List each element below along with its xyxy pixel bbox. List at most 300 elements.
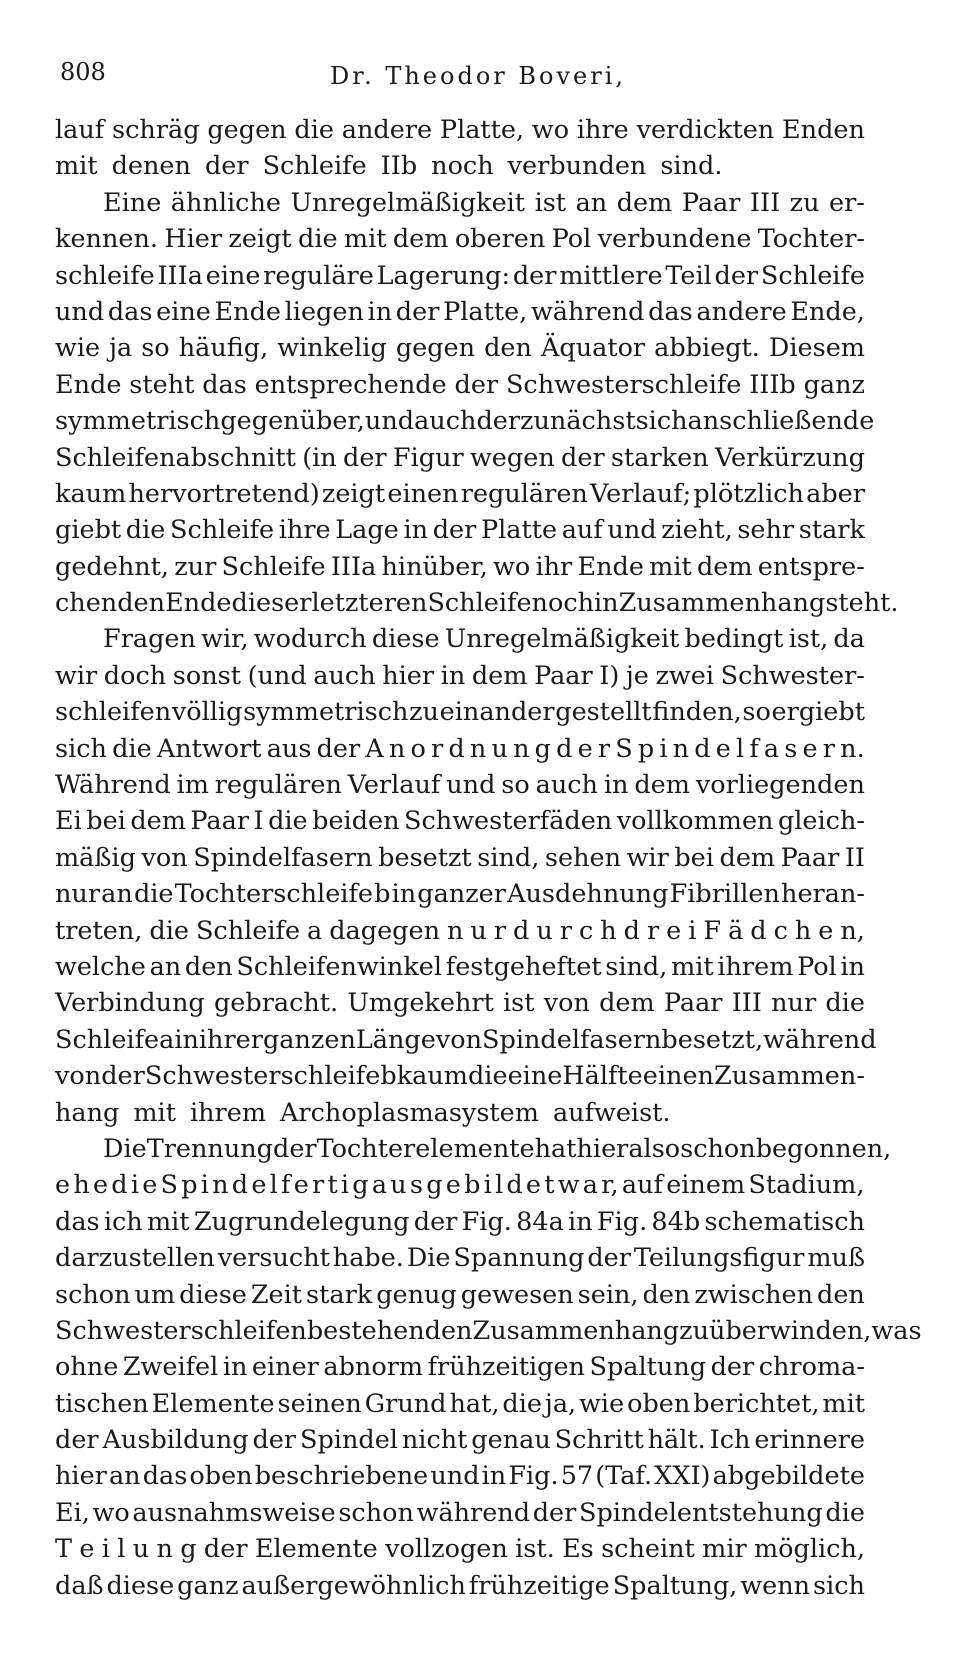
word: wie (55, 333, 101, 364)
word: um (134, 1279, 176, 1310)
word: ganzen (262, 1024, 356, 1055)
word: Paar (663, 988, 723, 1019)
word: n (469, 733, 487, 764)
word: dem (471, 660, 528, 691)
word: Elemente (151, 1388, 275, 1419)
word: d (513, 915, 530, 946)
word: habe. (332, 1243, 404, 1274)
word: ihrem (189, 1097, 267, 1128)
word: plötzlich (693, 478, 804, 509)
word: Verkürzung (714, 442, 865, 473)
word: II (844, 842, 865, 873)
word: starken (610, 442, 709, 473)
word: t (544, 1170, 555, 1201)
word: Schleife (427, 588, 532, 619)
word: mit (649, 551, 692, 582)
word: wir (626, 842, 669, 873)
word: e (577, 733, 593, 764)
word: Ende (55, 369, 122, 400)
word: an (575, 187, 608, 218)
word: a (159, 1024, 175, 1055)
word: Platte, (439, 115, 525, 145)
word: reguläre (263, 260, 374, 291)
word: Pol (797, 951, 837, 982)
word: bestehenden (306, 1315, 473, 1346)
word: Spannung (453, 1243, 585, 1274)
word: Eine (103, 187, 162, 218)
word: e (293, 1170, 309, 1201)
word: schon (680, 1133, 756, 1164)
word: ist, (788, 624, 829, 655)
word: schräg (112, 115, 200, 145)
text-line (55, 1349, 865, 1385)
word: vollkommen (616, 806, 774, 837)
word: Ende (214, 296, 281, 327)
word: gleich- (777, 806, 865, 837)
word: i (688, 915, 697, 946)
word: n, (840, 915, 865, 946)
word: kennen. (55, 224, 159, 255)
word: wo (493, 551, 531, 582)
word: ja (109, 333, 133, 364)
word: oberen (454, 224, 546, 255)
word: ja, (544, 1388, 577, 1419)
word: ganz (803, 369, 865, 400)
word: frühzeitigen (427, 1352, 585, 1383)
word: in (440, 660, 466, 691)
word: Teil (665, 260, 712, 291)
word: symmetrisch (243, 697, 409, 728)
word: verbundene (597, 224, 752, 255)
word: vorliegenden (695, 770, 865, 801)
word: die (133, 879, 174, 910)
word: Paar (190, 806, 250, 837)
word: der (395, 296, 440, 327)
word: oben (189, 1461, 253, 1492)
word: g (426, 1170, 443, 1201)
word: T (55, 1534, 73, 1565)
word: Schwesterschleife (505, 369, 742, 400)
word: einander (439, 697, 555, 728)
word: hat, (449, 1388, 500, 1419)
text-line (55, 185, 865, 221)
word: p (181, 1170, 198, 1201)
word: symmetrisch (55, 406, 221, 437)
word: der (273, 1133, 317, 1164)
word: n. (840, 733, 865, 764)
word: Es (562, 1534, 594, 1565)
word: mit (671, 951, 714, 982)
word: in (603, 770, 629, 801)
word: Ei (55, 806, 82, 837)
word: ä (728, 915, 744, 946)
word: von (141, 842, 188, 873)
word: völlig (171, 697, 243, 728)
text-line (55, 694, 865, 730)
word: I) (599, 660, 620, 691)
word: n (388, 733, 406, 764)
word: Schleife (760, 260, 865, 291)
word: u (132, 1534, 150, 1565)
word: h (73, 1170, 90, 1201)
word: r (493, 915, 507, 946)
word: Tochterelemente (316, 1133, 535, 1164)
word: dem (616, 187, 673, 218)
word: Lagerung: (376, 260, 511, 291)
word: Hälfte (562, 1061, 643, 1092)
word: chenden (55, 588, 166, 619)
word: beiden (312, 806, 400, 837)
word: eine (156, 296, 211, 327)
word: Schwesterschleife (144, 1061, 381, 1092)
word: seinen (277, 1388, 362, 1419)
word: Fig. (461, 1206, 512, 1237)
word: sonst (172, 660, 241, 691)
word: c (578, 915, 594, 946)
word: Zusammenhang (618, 588, 826, 619)
text-line (55, 585, 899, 621)
word: während (763, 1024, 877, 1055)
text-line (55, 549, 865, 585)
word: Lage (335, 515, 399, 546)
text-line (55, 1277, 865, 1313)
word: einer (251, 1352, 319, 1383)
word: (und (247, 660, 307, 691)
text-line (55, 1058, 865, 1094)
word: mittlere (559, 260, 663, 291)
word: 57 (560, 1461, 594, 1492)
word: gestellt (555, 697, 652, 728)
word: die (298, 224, 338, 255)
word: Fig. (508, 1461, 559, 1492)
word: XXI) (654, 1461, 711, 1492)
word: Schwesterschleifen (55, 1315, 307, 1346)
word: Zusammen- (714, 1061, 865, 1092)
word: Paar (534, 660, 593, 691)
text-line (55, 621, 865, 657)
word: häufig, (178, 333, 269, 364)
word: der (252, 1425, 297, 1456)
text-line (55, 440, 865, 476)
word: sind. (660, 151, 723, 182)
word: A (365, 733, 384, 764)
word: dem (392, 224, 449, 255)
text-line (55, 985, 865, 1021)
text-line (55, 1022, 877, 1058)
page-number: 808 (60, 58, 106, 86)
word: die (125, 515, 166, 546)
word: Länge (355, 1024, 436, 1055)
word: zwei (655, 660, 714, 691)
word: vollzogen (385, 1534, 508, 1565)
text-line (55, 1495, 865, 1531)
word: frühzeitige (468, 1570, 610, 1601)
text-line (55, 1095, 865, 1131)
word: und (364, 406, 415, 437)
word: die (502, 1388, 542, 1419)
text-line (55, 731, 865, 767)
word: steht. (825, 588, 899, 619)
text-line (55, 476, 865, 512)
word: der (476, 406, 521, 437)
word: d (750, 915, 767, 946)
word: Verbindung (55, 988, 205, 1019)
word: das (648, 296, 693, 327)
word: g (534, 733, 551, 764)
word: das (55, 1206, 100, 1237)
word: der (714, 260, 759, 291)
word: der (432, 515, 477, 546)
word: in (594, 588, 619, 619)
word: hat (534, 1133, 577, 1164)
word: Tochter- (757, 224, 865, 255)
word: Antwort (156, 733, 262, 764)
word: von (543, 988, 590, 1019)
word: ganzer (417, 879, 506, 910)
word: in (481, 1461, 507, 1492)
word: außergewöhnlich (241, 1570, 466, 1601)
word: von (435, 1024, 483, 1055)
word: nicht (401, 1425, 468, 1456)
word: Archoplasmasystem (280, 1097, 539, 1128)
word: h (794, 915, 812, 946)
word: ganz (177, 1570, 239, 1601)
word: e (142, 1170, 158, 1201)
word: überwinden, (709, 1315, 872, 1346)
word: versucht (217, 1243, 330, 1274)
word: aber (806, 478, 865, 509)
word: der (204, 151, 249, 182)
word: Ende, (790, 296, 865, 327)
word: 84a (516, 1206, 564, 1237)
word: anschließende (687, 406, 875, 437)
text-line (55, 1131, 892, 1167)
word: entspre- (757, 551, 865, 582)
word: ihre (278, 515, 331, 546)
word: auf (561, 515, 603, 546)
word: in (222, 1352, 248, 1383)
word: regulären (460, 478, 588, 509)
word: i (130, 1170, 139, 1201)
word: Während (55, 770, 171, 801)
word: die (825, 988, 865, 1019)
word: r (431, 733, 444, 764)
word: ergiebt (771, 697, 865, 728)
word: Zweifel (122, 1352, 219, 1383)
running-head: Dr. Theodor Boveri, (330, 62, 626, 90)
word: zu (789, 187, 820, 218)
word: S (615, 733, 633, 764)
word: den (642, 1279, 691, 1310)
word: e (445, 1170, 461, 1201)
word: Fibrillen (669, 879, 780, 910)
word: wo (531, 115, 570, 145)
word: a (763, 733, 780, 764)
word: möglich, (754, 1534, 865, 1565)
word: treten, (55, 915, 143, 946)
word: in (367, 296, 393, 327)
word: e (251, 1170, 267, 1201)
word: mit (343, 224, 387, 255)
word: Ende (165, 588, 232, 619)
word: i (200, 1170, 209, 1201)
word: sehr (737, 515, 795, 546)
word: an (101, 879, 133, 910)
word: o (410, 733, 426, 764)
word: abnorm (323, 1352, 424, 1383)
word: IIb (380, 151, 418, 182)
word: u (491, 733, 508, 764)
word: besetzt, (661, 1024, 764, 1055)
word: gewesen (460, 1279, 574, 1310)
word: stark (798, 515, 865, 546)
word: und (430, 1461, 480, 1492)
word: letzteren (311, 588, 428, 619)
text-line (55, 803, 865, 839)
word: der (532, 1497, 577, 1528)
word: u (390, 1170, 407, 1201)
word: hier (382, 660, 435, 691)
word: hervortretend) (128, 478, 320, 509)
word: so (501, 770, 530, 801)
word: t (327, 1170, 338, 1201)
word: wodurch (253, 624, 367, 655)
word: h (600, 915, 617, 946)
word: III (749, 187, 781, 218)
word: auch (313, 660, 376, 691)
word: ihrem (717, 951, 794, 982)
word: den (817, 1279, 865, 1310)
word: ist. (515, 1534, 555, 1565)
word: zunächst (520, 406, 636, 437)
word: der (413, 1206, 458, 1237)
word: der (316, 733, 361, 764)
word: diese (106, 1570, 175, 1601)
word: noch (531, 588, 595, 619)
word: hang (55, 1097, 120, 1128)
word: w (557, 1170, 580, 1201)
word: nur (55, 879, 101, 910)
word: n (156, 1534, 173, 1565)
word: i (659, 733, 668, 764)
word: Zusammenhang (472, 1315, 680, 1346)
word: hier (55, 1461, 107, 1492)
word: n (672, 733, 690, 764)
word: schematisch (704, 1206, 865, 1237)
text-line (55, 1167, 865, 1203)
word: erinnere (754, 1425, 865, 1456)
word: andere (696, 296, 787, 327)
word: muß (807, 1243, 865, 1274)
word: Verlauf; (590, 478, 692, 509)
text-line (55, 1568, 865, 1604)
word: ähnliche (170, 187, 281, 218)
word: e (92, 1170, 109, 1201)
word: festgeheftet (445, 951, 602, 982)
word: IIIa (330, 551, 377, 582)
word: sich (55, 733, 107, 764)
word: der (512, 260, 557, 291)
word: a (307, 915, 323, 946)
word: regulären (214, 770, 342, 801)
word: tischen (55, 1388, 149, 1419)
word: entsprechende (254, 369, 447, 400)
word: Schleife (262, 151, 367, 182)
text-line (55, 1204, 865, 1240)
word: gegen (207, 115, 287, 145)
word: e (715, 733, 731, 764)
word: diese (179, 1279, 247, 1310)
word: g (352, 1170, 369, 1201)
word: r (559, 915, 572, 946)
word: mit (822, 1388, 865, 1419)
word: Ei, (55, 1497, 90, 1528)
word: die (149, 915, 189, 946)
word: Ausbildung (102, 1425, 249, 1456)
word: ausnahmsweise (132, 1497, 336, 1528)
word: Paar (780, 842, 840, 873)
word: Umgekehrt (347, 988, 494, 1019)
word: l (117, 1534, 126, 1565)
text-line (55, 148, 865, 184)
word: d (111, 1170, 128, 1201)
word: Zeit (250, 1279, 303, 1310)
word: die (467, 1061, 508, 1092)
word: sein, (577, 1279, 639, 1310)
word: sich (813, 1570, 865, 1601)
text-line (55, 949, 865, 985)
word: nur (771, 988, 817, 1019)
text-line (55, 1458, 865, 1494)
word: mit (133, 1097, 176, 1128)
word: f (281, 1170, 291, 1201)
word: mir (702, 1534, 747, 1565)
word: s (784, 733, 798, 764)
text-line (55, 512, 865, 548)
text-line (55, 1240, 865, 1276)
word: andere (341, 115, 433, 145)
word: sind, (605, 951, 668, 982)
text-line (55, 403, 875, 439)
word: und (446, 770, 496, 801)
word: in (568, 1206, 593, 1237)
word: die (112, 733, 152, 764)
word: also (628, 1133, 681, 1164)
word: Schleife (195, 915, 301, 946)
word: da (833, 624, 865, 655)
word: auch (414, 406, 477, 437)
word: b (380, 1061, 397, 1092)
word: der (203, 1534, 248, 1565)
word: besetzt (378, 842, 472, 873)
word: sehen (544, 842, 622, 873)
word: d (556, 733, 573, 764)
word: beschriebene (254, 1461, 429, 1492)
word: r (822, 733, 835, 764)
word: hinüber, (381, 551, 488, 582)
word: verbunden (507, 151, 647, 182)
word: i (101, 1534, 110, 1565)
body-text (55, 112, 922, 1604)
word: in (174, 1024, 199, 1055)
word: Fragen (103, 624, 196, 655)
word: Spindel (300, 1425, 398, 1456)
word: Elemente (254, 1534, 378, 1565)
word: Äquator (540, 333, 646, 364)
word: u (470, 915, 487, 946)
word: ihrer (198, 1024, 263, 1055)
word: das (107, 296, 153, 327)
